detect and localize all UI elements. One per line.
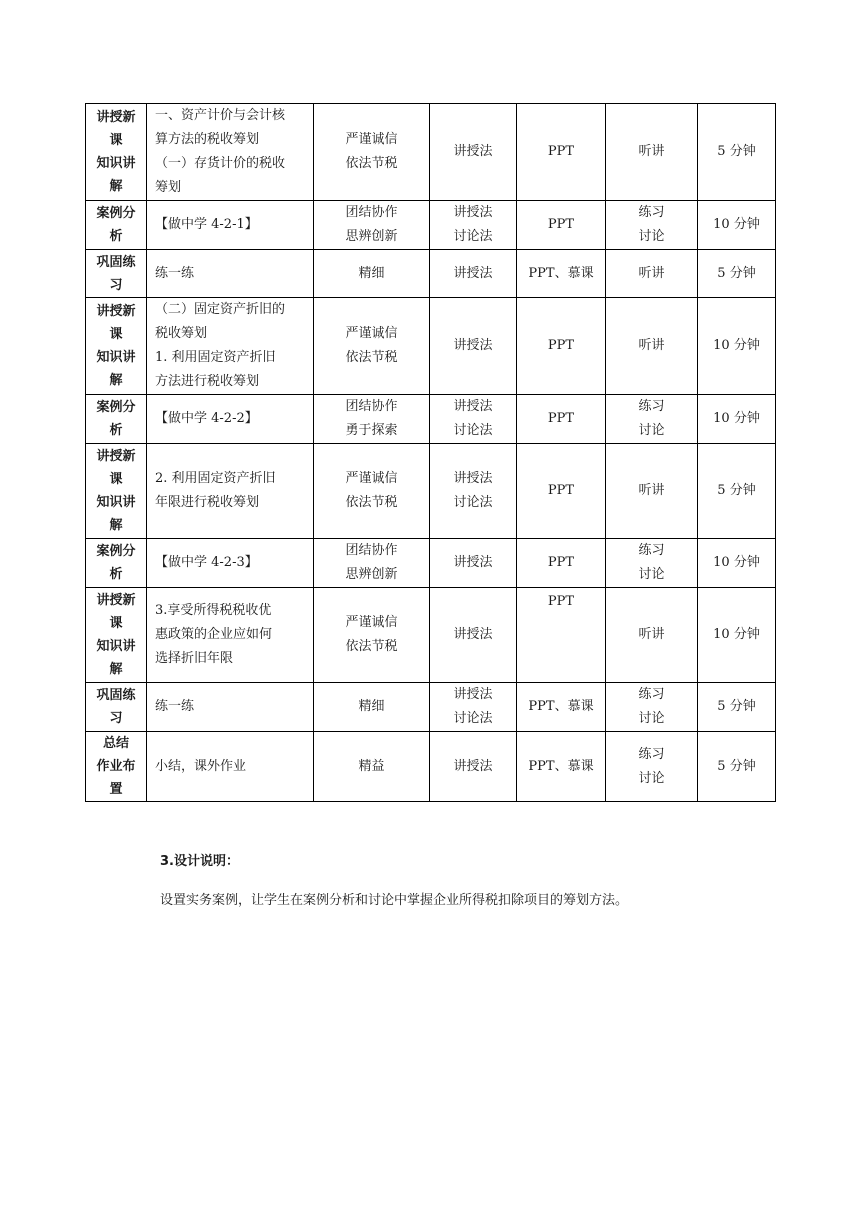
content-cell [147,395,314,444]
step-cell-line: 知识讲 [96,350,136,365]
values-cell-line: 严谨诚信 [345,471,398,486]
method-cell [430,250,517,298]
method-cell [430,201,517,250]
activity-cell [606,683,698,732]
content-cell-line: 2. 利用固定资产折旧 [155,471,276,486]
content-cell-line: 小结，课外作业 [155,758,247,774]
content-cell-line: 练一练 [155,699,195,714]
values-cell-line: 思辨创新 [345,229,398,244]
content-cell-line: 【做中学 4-2-2】 [155,411,258,426]
content-cell-line: 年限进行税收筹划 [155,495,260,510]
step-cell-line: 析 [109,423,123,438]
media-cell-line: PPT [547,555,575,570]
step-cell-line: 课 [109,472,123,487]
method-cell-line: 讲授法 [453,471,493,486]
time-cell: 5 分钟 [698,250,776,298]
content-cell-line: 一、资产计价与会计核 [155,108,286,123]
table-row [86,250,776,298]
activity-cell-line: 听讲 [638,144,665,159]
step-cell-line: 知识讲 [96,156,136,171]
step-cell [86,683,147,732]
activity-cell-line: 讨论 [638,770,665,786]
content-cell [147,298,314,395]
activity-cell [606,588,698,683]
values-cell-line: 严谨诚信 [345,615,398,630]
table-row [86,298,776,395]
table-row [86,683,776,732]
media-cell-line: PPT、慕课 [528,265,594,281]
content-cell-line: 【做中学 4-2-3】 [155,555,258,570]
values-cell [314,104,430,201]
content-cell-line: 筹划 [155,180,182,195]
content-cell [147,201,314,250]
content-cell-line: 练一练 [155,265,195,281]
values-cell-line: 精益 [358,758,385,774]
content-cell [147,250,314,298]
step-cell-line: 巩固练 [96,688,136,703]
content-cell [147,732,314,802]
content-cell-line: 算方法的税收筹划 [155,132,260,147]
values-cell-line: 依法节税 [345,350,398,365]
content-cell-line: 方法进行税收筹划 [155,374,260,389]
method-cell-line: 讲授法 [453,399,493,414]
media-cell [517,250,606,298]
step-cell-line: 解 [109,179,123,194]
activity-cell-line: 听讲 [638,483,665,498]
table-row [86,395,776,444]
step-cell [86,588,147,683]
method-cell [430,588,517,683]
lesson-plan-table [85,103,776,802]
media-cell [517,298,606,395]
time-cell: 5 分钟 [698,732,776,802]
step-cell [86,444,147,539]
step-cell-line: 案例分 [96,400,136,415]
content-cell-line: 税收筹划 [155,326,208,341]
method-cell-line: 讨论法 [453,711,493,726]
media-cell [517,395,606,444]
content-cell [147,444,314,539]
method-cell-line: 讨论法 [453,229,493,244]
values-cell-line: 严谨诚信 [345,326,398,341]
table-row [86,732,776,802]
design-note-heading: 3.设计说明： [160,854,239,869]
content-cell-line: 1. 利用固定资产折旧 [155,350,276,365]
values-cell-line: 精细 [358,699,385,714]
step-cell [86,250,147,298]
activity-cell [606,395,698,444]
step-cell-line: 习 [109,711,123,726]
method-cell [430,444,517,539]
activity-cell-line: 听讲 [638,627,665,642]
step-cell-line: 讲授新 [96,110,136,125]
media-cell-line: PPT [547,338,575,353]
content-cell-line: 3.享受所得税税收优 [155,603,272,618]
content-cell-line: （二）固定资产折旧的 [155,302,286,317]
time-cell: 5 分钟 [698,683,776,732]
step-cell-line: 析 [109,567,123,582]
step-cell [86,732,147,802]
time-cell: 10 分钟 [698,395,776,444]
content-cell [147,539,314,588]
activity-cell-line: 练习 [638,687,665,702]
time-cell: 5 分钟 [698,444,776,539]
step-cell-line: 知识讲 [96,495,136,510]
media-cell [517,732,606,802]
values-cell [314,732,430,802]
method-cell [430,298,517,395]
values-cell-line: 团结协作 [345,543,398,558]
step-cell-line: 讲授新 [96,449,136,464]
content-cell-line: 惠政策的企业应如何 [155,627,273,642]
method-cell-line: 讲授法 [453,627,493,642]
method-cell-line: 讲授法 [453,687,493,702]
time-cell: 10 分钟 [698,539,776,588]
step-cell-line: 课 [109,133,123,148]
time-cell: 5 分钟 [698,104,776,201]
activity-cell [606,250,698,298]
step-cell [86,104,147,201]
method-cell [430,395,517,444]
table-row [86,104,776,201]
activity-cell-line: 听讲 [638,265,665,281]
step-cell-line: 总结 [102,736,129,751]
values-cell-line: 依法节税 [345,639,398,654]
activity-cell-line: 练习 [638,205,665,220]
values-cell-line: 依法节税 [345,156,398,171]
media-cell [517,444,606,539]
step-cell-line: 案例分 [96,544,136,559]
step-cell-line: 解 [109,373,123,388]
activity-cell [606,444,698,539]
media-cell-line: PPT、慕课 [528,699,594,714]
media-cell-line: PPT [547,411,575,426]
media-cell [517,683,606,732]
method-cell-line: 讨论法 [453,423,493,438]
method-cell-line: 讲授法 [453,758,493,774]
values-cell [314,201,430,250]
step-cell [86,539,147,588]
activity-cell-line: 听讲 [638,338,665,353]
values-cell [314,395,430,444]
values-cell [314,683,430,732]
table-row [86,539,776,588]
values-cell [314,539,430,588]
activity-cell [606,104,698,201]
step-cell [86,298,147,395]
content-cell [147,104,314,201]
values-cell-line: 思辨创新 [345,567,398,582]
step-cell-line: 知识讲 [96,639,136,654]
method-cell-line: 讲授法 [453,205,493,220]
step-cell-line: 课 [109,616,123,631]
step-cell-line: 解 [109,518,123,533]
step-cell-line: 析 [109,229,123,244]
values-cell [314,298,430,395]
values-cell-line: 精细 [358,265,385,281]
activity-cell-line: 讨论 [638,711,665,726]
media-cell-line: PPT [547,483,575,498]
values-cell-line: 团结协作 [345,205,398,220]
time-cell: 10 分钟 [698,588,776,683]
activity-cell-line: 练习 [638,746,665,762]
step-cell-line: 习 [109,277,123,293]
values-cell [314,588,430,683]
activity-cell-line: 讨论 [638,229,665,244]
activity-cell [606,201,698,250]
step-cell-line: 案例分 [96,206,136,221]
table-row [86,444,776,539]
step-cell [86,395,147,444]
values-cell-line: 严谨诚信 [345,132,398,147]
step-cell-line: 作业布 [96,759,136,774]
step-cell-line: 讲授新 [96,593,136,608]
table-row [86,201,776,250]
step-cell-line: 解 [109,662,123,677]
step-cell-line: 讲授新 [96,304,136,319]
step-cell-line: 课 [109,327,123,342]
method-cell-line: 讲授法 [453,555,493,570]
activity-cell-line: 练习 [638,399,665,414]
activity-cell-line: 讨论 [638,567,665,582]
step-cell-line: 巩固练 [96,254,136,270]
media-cell [517,201,606,250]
method-cell-line: 讲授法 [453,144,493,159]
time-cell: 10 分钟 [698,201,776,250]
method-cell-line: 讲授法 [453,265,493,281]
activity-cell [606,298,698,395]
content-cell-line: （一）存货计价的税收 [155,156,286,171]
values-cell-line: 团结协作 [345,399,398,414]
activity-cell-line: 练习 [638,543,665,558]
media-cell-line: PPT [547,144,575,159]
method-cell [430,683,517,732]
content-cell [147,683,314,732]
media-cell-line: PPT、慕课 [528,758,594,774]
method-cell [430,732,517,802]
method-cell [430,104,517,201]
step-cell-line: 置 [109,782,123,797]
values-cell [314,250,430,298]
method-cell-line: 讲授法 [453,338,493,353]
time-cell: 10 分钟 [698,298,776,395]
media-cell [517,104,606,201]
media-cell-line: PPT [547,594,575,609]
activity-cell [606,539,698,588]
method-cell-line: 讨论法 [453,495,493,510]
method-cell [430,539,517,588]
table-row [86,588,776,683]
values-cell-line: 依法节税 [345,495,398,510]
media-cell-line: PPT [547,217,575,232]
step-cell [86,201,147,250]
content-cell-line: 选择折旧年限 [155,651,234,666]
values-cell-line: 勇于探索 [345,423,398,438]
activity-cell-line: 讨论 [638,423,665,438]
design-note-body: 设置实务案例，让学生在案例分析和讨论中掌握企业所得税扣除项目的筹划方法。 [160,893,629,908]
media-cell [517,539,606,588]
media-cell [517,588,606,683]
content-cell [147,588,314,683]
content-cell-line: 【做中学 4-2-1】 [155,217,258,232]
activity-cell [606,732,698,802]
values-cell [314,444,430,539]
